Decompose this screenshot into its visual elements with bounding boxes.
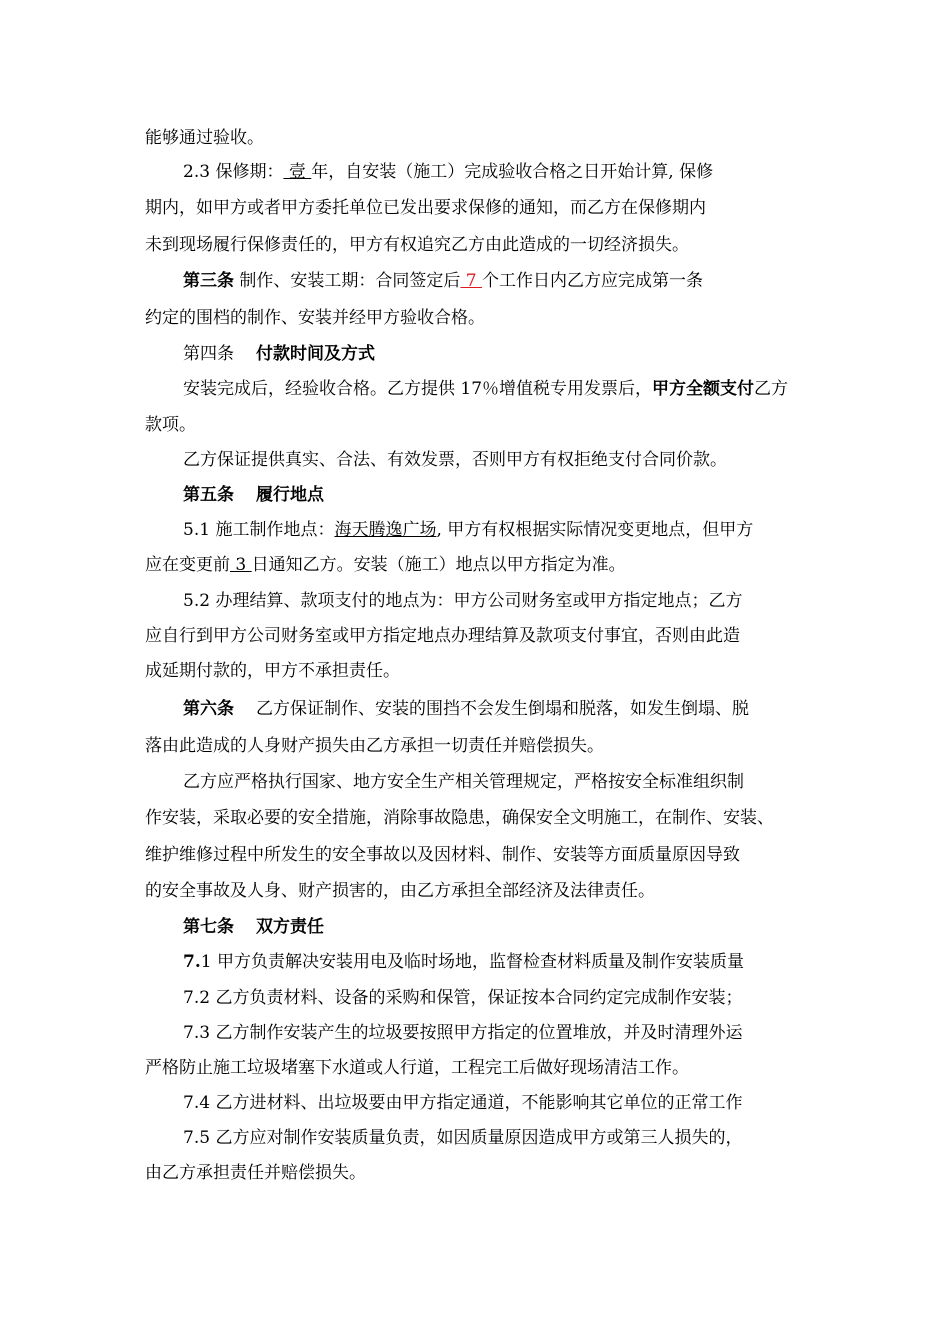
text-line	[145, 621, 815, 651]
text-run: 乙方	[754, 379, 789, 399]
clause-5-2	[183, 586, 815, 616]
article-6	[183, 694, 815, 724]
clause-7-1	[183, 947, 815, 977]
text-run: 期内，如甲方或者甲方委托单位已发出要求保修的通知，而乙方在保修期内	[145, 198, 706, 218]
article-4-heading-line	[183, 339, 815, 369]
text-line	[145, 876, 815, 906]
text-run: 成延期付款的，甲方不承担责任。	[145, 661, 400, 681]
text-run: 日通知乙方。安装（施工）地点以甲方指定为准。	[251, 555, 626, 575]
notice-days-value: 3	[230, 555, 252, 575]
text-run: 个工作日内乙方应完成第一条	[482, 271, 704, 291]
text-run: 7.4 乙方进材料、出垃圾要由甲方指定通道，不能影响其它单位的正常工作	[183, 1093, 743, 1113]
clause-2-3	[183, 157, 815, 187]
article-7-heading: 双方责任	[256, 917, 324, 937]
article-5-heading-line	[183, 480, 815, 510]
text-run: 7.2 乙方负责材料、设备的采购和保管，保证按本合同约定完成制作安装；	[183, 988, 743, 1008]
text-run: 1 甲方负责解决安装用电及临时场地，监督检查材料质量及制作安装质量	[200, 952, 744, 972]
text-run: 作安装，采取必要的安全措施，消除事故隐患，确保安全文明施工，在制作、安装、	[145, 808, 774, 828]
clause-7-2	[183, 983, 815, 1013]
text-line	[145, 410, 815, 440]
text-line	[145, 731, 815, 761]
site-location-value: 海天腾逸广场	[334, 520, 437, 540]
text-run: 未到现场履行保修责任的，甲方有权追究乙方由此造成的一切经济损失。	[145, 235, 689, 255]
clause-number: 7.	[183, 952, 201, 972]
clause-7-4	[183, 1088, 815, 1118]
article-7-heading-line	[183, 912, 815, 942]
text-run: 安装完成后，经验收合格。乙方提供 17％增值税专用发票后，	[183, 379, 653, 399]
emphasis-text: 甲方全额支付	[652, 379, 755, 399]
text-line	[183, 767, 815, 797]
text-run: 能够通过验收。	[145, 128, 264, 148]
text-run: 7.3 乙方制作安装产生的垃圾要按照甲方指定的位置堆放，并及时清理外运	[183, 1023, 743, 1043]
article-5-heading: 履行地点	[256, 485, 324, 505]
text-line	[145, 123, 815, 153]
text-line	[145, 303, 815, 333]
text-line	[183, 374, 815, 404]
text-run: , 甲方有权根据实际情况变更地点，但甲方	[436, 520, 754, 540]
work-days-value: 7	[460, 271, 483, 291]
text-run: 应在变更前	[145, 555, 230, 575]
text-run: 维护维修过程中所发生的安全事故以及因材料、制作、安装等方面质量原因导致	[145, 845, 740, 865]
clause-7-3	[183, 1018, 815, 1048]
text-run: 应自行到甲方公司财务室或甲方指定地点办理结算及款项支付事宜，否则由此造	[145, 626, 740, 646]
article-6-heading: 第六条	[183, 699, 234, 719]
article-7-number: 第七条	[183, 917, 234, 937]
article-3-heading: 第三条	[183, 271, 234, 291]
text-run: 的安全事故及人身、财产损害的，由乙方承担全部经济及法律责任。	[145, 881, 655, 901]
text-line	[145, 840, 815, 870]
text-run: 7.5 乙方应对制作安装质量负责，如因质量原因造成甲方或第三人损失的，	[183, 1128, 743, 1148]
text-line	[145, 550, 815, 580]
text-run: 款项。	[145, 415, 196, 435]
text-run: 乙方保证制作、安装的围挡不会发生倒塌和脱落，如发生倒塌、脱	[256, 699, 749, 719]
text-run: 5.2 办理结算、款项支付的地点为：甲方公司财务室或甲方指定地点；乙方	[183, 591, 743, 611]
text-run: 乙方应严格执行国家、地方安全生产相关管理规定，严格按安全标准组织制	[183, 772, 744, 792]
text-run: 2.3 保修期：	[183, 162, 284, 182]
text-run: 由乙方承担责任并赔偿损失。	[145, 1163, 366, 1183]
article-3	[183, 266, 815, 296]
text-line	[183, 445, 815, 475]
article-4-number: 第四条	[183, 344, 234, 364]
clause-5-1	[183, 515, 815, 545]
text-run: 落由此造成的人身财产损失由乙方承担一切责任并赔偿损失。	[145, 736, 604, 756]
text-line	[145, 1158, 815, 1188]
text-line	[145, 230, 815, 260]
text-run: 约定的围档的制作、安装并经甲方验收合格。	[145, 308, 485, 328]
text-line	[145, 1053, 815, 1083]
text-line	[145, 193, 815, 223]
article-5-number: 第五条	[183, 485, 234, 505]
warranty-years-value: 壹	[283, 162, 312, 182]
text-line	[145, 656, 815, 686]
clause-7-5	[183, 1123, 815, 1153]
article-4-heading: 付款时间及方式	[256, 344, 375, 364]
text-run: 制作、安装工期：合同签定后	[239, 271, 461, 291]
text-run: 5.1 施工制作地点：	[183, 520, 335, 540]
text-run: 年，自安装（施工）完成验收合格之日开始计算, 保修	[311, 162, 714, 182]
text-run: 严格防止施工垃圾堵塞下水道或人行道，工程完工后做好现场清洁工作。	[145, 1058, 689, 1078]
text-run: 乙方保证提供真实、合法、有效发票，否则甲方有权拒绝支付合同价款。	[183, 450, 727, 470]
text-line	[145, 803, 815, 833]
